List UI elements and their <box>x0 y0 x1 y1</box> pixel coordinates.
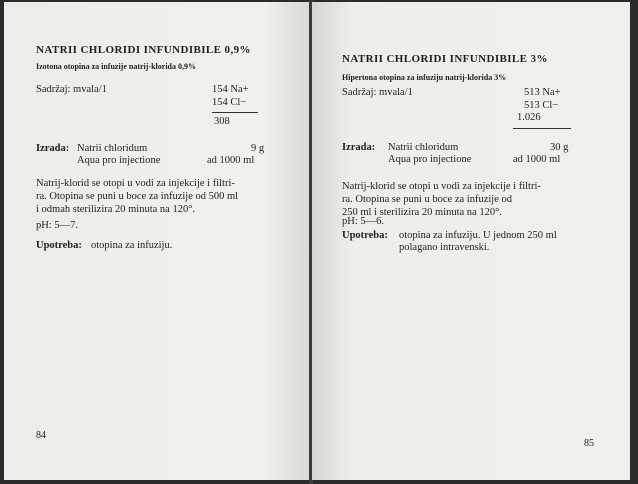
right-amount-1: 30 g <box>550 142 569 153</box>
left-ion-chloride: 154 Cl− <box>212 97 247 108</box>
right-amount-2: ad 1000 ml <box>513 154 561 165</box>
right-method-line-1: Natrij-klorid se otopi u vodi za injekcije i filtri- <box>342 181 541 192</box>
right-ingredient-2: Aqua pro injectione <box>388 154 472 165</box>
right-usage-text-2: polagano intravenski. <box>399 242 490 253</box>
right-usage-label: Upotreba: <box>342 230 388 241</box>
left-amount-1: 9 g <box>251 143 265 154</box>
left-contents-label: Sadržaj: mvala/1 <box>36 84 107 95</box>
left-ingredient-2: Aqua pro injectione <box>77 155 161 166</box>
left-amount-2: ad 1000 ml <box>207 155 255 166</box>
right-page-number: 85 <box>584 438 594 449</box>
right-page <box>312 2 630 480</box>
left-ion-total: 308 <box>214 116 230 127</box>
left-usage-label: Upotreba: <box>36 240 82 251</box>
left-ingredient-1: Natrii chloridum <box>77 143 148 154</box>
right-method-line-3: 250 ml i sterilizira 20 minuta na 120°. <box>342 207 502 218</box>
left-method-line-3: i odmah sterilizira 20 minuta na 120°. <box>36 204 196 215</box>
left-ion-sodium: 154 Na+ <box>212 84 249 95</box>
right-ion-total: 1.026 <box>517 112 541 123</box>
left-method-line-2: ra. Otopina se puni u boce za infuzije od 500 ml <box>36 191 239 202</box>
right-ph: pH: 5—6. <box>342 216 384 227</box>
left-usage-text: otopina za infuziju. <box>91 240 173 251</box>
left-method-line-1: Natrij-klorid se otopi u vodi za injekcije i filtri- <box>36 178 235 189</box>
left-preparation-label: Izrada: <box>36 143 70 154</box>
left-sum-rule <box>212 112 258 113</box>
right-ion-sodium: 513 Na+ <box>524 87 561 98</box>
right-contents-label: Sadržaj: mvala/1 <box>342 87 413 98</box>
right-sum-rule <box>513 128 571 129</box>
right-ion-chloride: 513 Cl− <box>524 100 559 111</box>
right-page-title: NATRII CHLORIDI INFUNDIBILE 3% <box>342 53 548 65</box>
right-preparation-label: Izrada: <box>342 142 376 153</box>
right-ingredient-1: Natrii chloridum <box>388 142 459 153</box>
right-usage-text-1: otopina za infuziju. U jednom 250 ml <box>399 230 557 241</box>
left-ph: pH: 5—7. <box>36 220 78 231</box>
right-method-line-2: ra. Otopina se puni u boce za infuzije od <box>342 194 512 205</box>
left-page <box>4 2 310 480</box>
right-page-subtitle: Hipertona otopina za infuziju natrij-klorida 3% <box>342 73 507 82</box>
left-page-subtitle: Izotona otopina za infuzije natrij-klorida 0,9% <box>36 62 196 71</box>
left-page-number: 84 <box>36 430 46 441</box>
left-page-title: NATRII CHLORIDI INFUNDIBILE 0,9% <box>36 44 251 56</box>
